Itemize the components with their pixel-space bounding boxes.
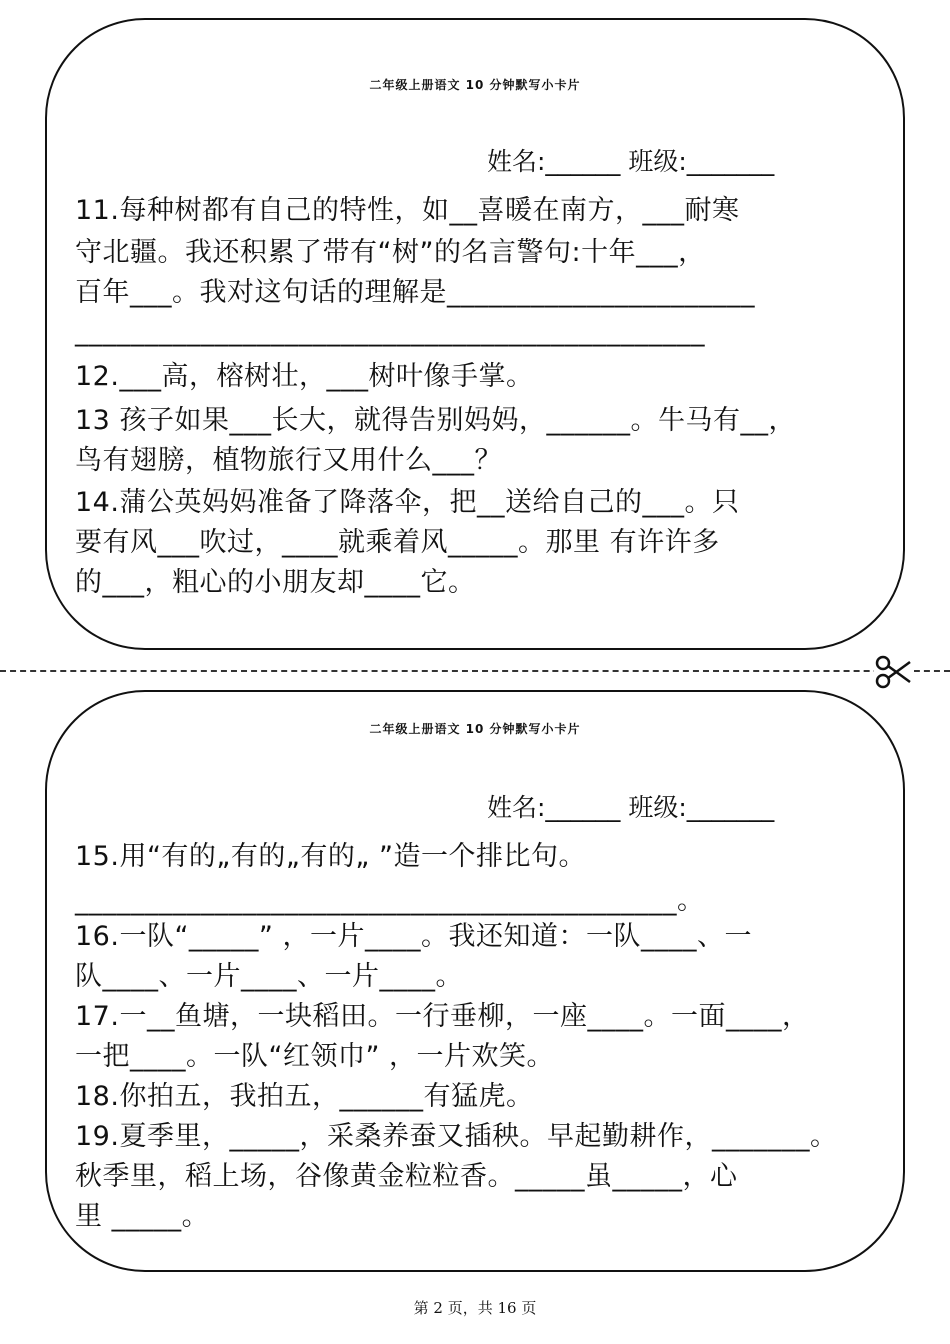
question-line: 鸟有翅膀，植物旅行又用什么___？ <box>75 445 502 476</box>
question-line: 18.你拍五，我拍五，______有猛虎。 <box>75 1081 534 1112</box>
scissors-icon <box>874 652 914 692</box>
question-line: 12.___高，榕树壮，___树叶像手掌。 <box>75 361 534 392</box>
question-line: 的___，粗心的小朋友却____它。 <box>75 567 476 598</box>
question-line: 要有风___吹过，____就乘着风_____。那里 有许许多 <box>75 527 720 558</box>
question-line: 17.一__鱼塘，一块稻田。一行垂柳，一座____。一面____， <box>75 1001 810 1032</box>
question-line: 11.每种树都有自己的特性，如__喜暖在南方，___耐寒 <box>75 195 740 226</box>
card-title: 二年级上册语文 10 分钟默写小卡片 <box>369 722 581 736</box>
question-line: 14.蒲公英妈妈准备了降落伞，把__送给自己的___。只 <box>75 487 740 518</box>
question-line: 队____、一片____、一片____。 <box>75 961 463 992</box>
question-line: 里 _____。 <box>75 1201 210 1232</box>
answer-blank-line: _____________________________________________ <box>75 316 705 347</box>
dictation-card-2 <box>45 690 905 1272</box>
name-class-row: 姓名:______ 班级:_______ <box>487 793 775 822</box>
question-line: 15.用“有的„有的„有的„ ”造一个排比句。 <box>75 841 586 872</box>
answer-blank-line: ___________________________________________。 <box>75 885 705 916</box>
page-footer: 第 2 页，共 16 页 <box>413 1299 537 1317</box>
question-line: 16.一队“_____” ，一片____。我还知道：一队____、一 <box>75 921 752 952</box>
question-line: 13 孩子如果___长大，就得告别妈妈，______。牛马有__， <box>75 405 796 436</box>
question-line: 一把____。一队“红领巾” ，一片欢笑。 <box>75 1041 555 1072</box>
name-class-row: 姓名:______ 班级:_______ <box>487 147 775 176</box>
card-title: 二年级上册语文 10 分钟默写小卡片 <box>369 78 581 92</box>
cut-dashed-line <box>0 670 950 672</box>
question-line: 百年___。我对这句话的理解是______________________ <box>75 277 755 308</box>
dictation-card-1 <box>45 18 905 650</box>
question-line: 守北疆。我还积累了带有“树”的名言警句:十年___， <box>75 237 706 268</box>
question-line: 秋季里，稻上场，谷像黄金粒粒香。_____虽_____，心 <box>75 1161 738 1192</box>
question-line: 19.夏季里，_____，采桑养蚕又插秧。早起勤耕作，_______。 <box>75 1121 838 1152</box>
